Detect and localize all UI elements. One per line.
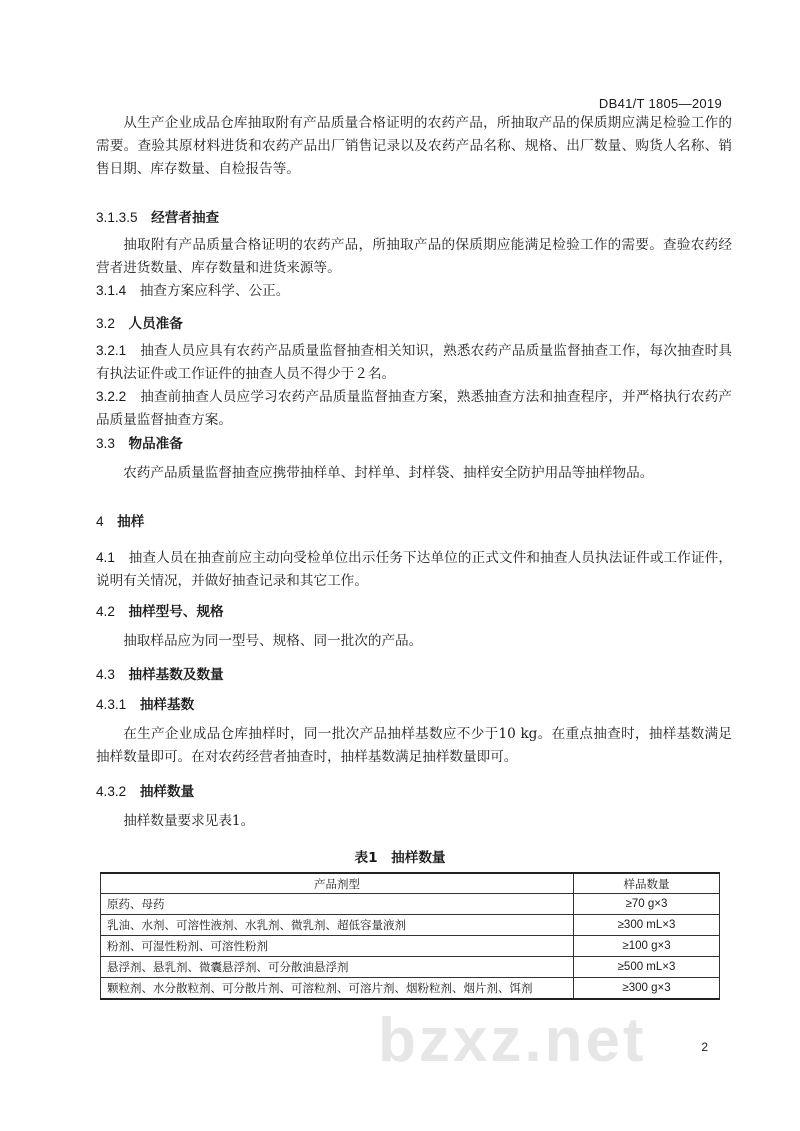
cell-qty: ≥500 mL×3 [574, 957, 720, 978]
paragraph-431-body: 在生产企业成品仓库抽样时，同一批次产品抽样基数应不少于10 kg。在重点抽查时，抽样基数满足抽样数量即可。在对农药经营者抽查时，抽样基数满足抽样数量即可。 [96, 726, 732, 765]
table-row [101, 957, 720, 978]
cell-type: 乳油、水剂、可溶性液剂、水乳剂、微乳剂、超低容量液剂 [101, 915, 574, 936]
paragraph-33-body: 农药产品质量监督抽查应携带抽样单、封样单、封样袋、抽样安全防护用品等抽样物品。 [123, 465, 654, 481]
cell-qty: ≥100 g×3 [574, 936, 720, 957]
table-header-row [101, 873, 720, 894]
paragraph-432-body: 抽样数量要求见表1。 [123, 813, 255, 829]
clause-number: 4.1 [96, 550, 115, 565]
page-number: 2 [701, 1040, 708, 1054]
cell-qty: ≥70 g×3 [574, 894, 720, 915]
heading-32 [96, 312, 183, 336]
heading-432 [96, 780, 194, 804]
heading-title: 人员准备 [128, 316, 183, 332]
heading-43 [96, 663, 224, 687]
heading-title: 经营者抽查 [151, 210, 220, 226]
heading-number: 4.3.1 [96, 697, 127, 712]
heading-431 [96, 693, 194, 717]
clause-322 [96, 385, 732, 432]
clause-number: 3.1.4 [96, 283, 127, 298]
heading-number: 4.3 [96, 667, 115, 682]
heading-number: 4.2 [96, 604, 115, 619]
clause-text: 抽查前抽查人员应学习农药产品质量监督抽查方案，熟悉抽查方法和抽查程序，并严格执行农药产品质量监督抽查方案。 [96, 389, 733, 428]
paragraph-42-body: 抽取样品应为同一型号、规格、同一批次的产品。 [123, 633, 423, 649]
clause-number: 3.2.2 [96, 389, 127, 404]
clause-text: 抽查方案应科学、公正。 [139, 283, 290, 299]
clause-text: 抽查人员在抽查前应主动向受检单位出示任务下达单位的正式文件和抽查人员执法证件或工作证件，说明有关情况，并做好抽查记录和其它工作。 [96, 550, 733, 589]
heading-title: 抽样 [117, 514, 145, 530]
column-header-type: 产品剂型 [101, 873, 574, 894]
heading-number: 4 [96, 514, 104, 529]
cell-type: 粉剂、可湿性粉剂、可溶性粉剂 [101, 936, 574, 957]
clause-text: 抽查人员应具有农药产品质量监督抽查相关知识，熟悉农药产品质量监督抽查工作，每次抽查时具有执法证件或工作证件的抽查人员不得少于２名。 [96, 343, 733, 382]
table-row [101, 915, 720, 936]
cell-type: 原药、母药 [101, 894, 574, 915]
paragraph-3134-body: 从生产企业成品仓库抽取附有产品质量合格证明的农药产品，所抽取产品的保质期应满足检验工作的需要。查验其原材料进货和农药产品出厂销售记录以及农药产品名称、规格、出厂数量、购货人名称、销售日期、库存数量、自检报告等。 [96, 115, 732, 177]
heading-4 [96, 510, 144, 534]
standard-code: DB41/T 1805—2019 [598, 96, 722, 111]
heading-number: 3.3 [96, 436, 115, 451]
heading-42 [96, 600, 224, 624]
cell-qty: ≥300 g×3 [574, 978, 720, 1000]
cell-type: 悬浮剂、悬乳剂、微囊悬浮剂、可分散油悬浮剂 [101, 957, 574, 978]
heading-title: 抽样数量 [139, 784, 195, 800]
heading-title: 抽样基数及数量 [128, 667, 224, 683]
table-caption: 表1 抽样数量 [354, 850, 446, 866]
watermark: bzxz.net [378, 1006, 647, 1075]
clause-41 [96, 546, 732, 593]
cell-qty: ≥300 mL×3 [574, 915, 720, 936]
column-header-qty: 样品数量 [574, 873, 720, 894]
heading-number: 3.1.3.5 [96, 210, 138, 225]
clause-314 [96, 279, 732, 303]
paragraph-3135-body: 抽取附有产品质量合格证明的农药产品，所抽取产品的保质期应能满足检验工作的需要。查验农药经营者进货数量、库存数量和进货来源等。 [96, 237, 732, 276]
heading-number: 4.3.2 [96, 784, 127, 799]
cell-type: 颗粒剂、水分散粒剂、可分散片剂、可溶粒剂、可溶片剂、烟粉粒剂、烟片剂、饵剂 [101, 978, 574, 1000]
clause-321 [96, 339, 732, 386]
sampling-quantity-table [100, 872, 720, 1000]
table-row [101, 894, 720, 915]
heading-number: 3.2 [96, 316, 115, 331]
table-row [101, 936, 720, 957]
heading-title: 抽样型号、规格 [128, 604, 224, 620]
clause-number: 3.2.1 [96, 343, 127, 358]
heading-3135 [96, 206, 219, 230]
table-row [101, 978, 720, 1000]
heading-title: 物品准备 [128, 436, 183, 452]
heading-title: 抽样基数 [139, 697, 195, 713]
heading-33 [96, 432, 183, 456]
